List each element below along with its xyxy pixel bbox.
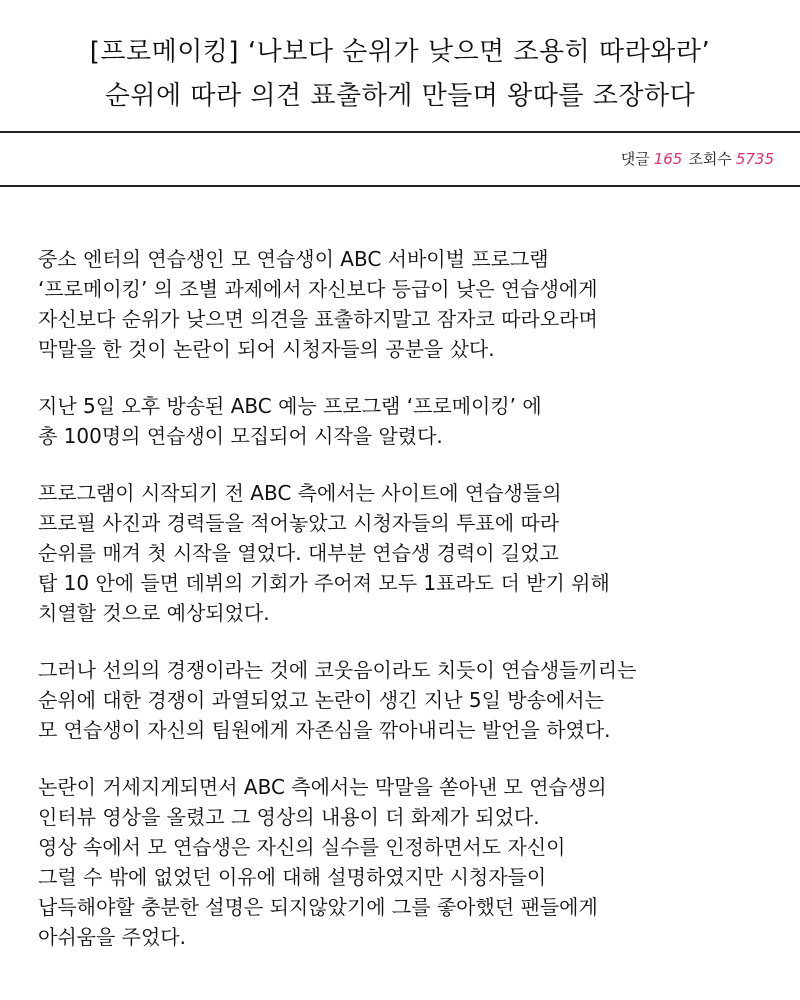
paragraph [38,244,778,364]
paragraph-line: 자신보다 순위가 낮으면 의견을 표출하지말고 잠자코 따라오라며 [38,307,598,331]
paragraph-line: 순위를 매겨 첫 시작을 열었다. 대부분 연습생 경력이 길었고 [38,541,559,565]
paragraph-line: 모 연습생이 자신의 팀원에게 자존심을 깎아내리는 발언을 하였다. [38,718,611,742]
paragraph [38,772,778,952]
title-line-1: [프로메이킹] ‘나보다 순위가 낮으면 조용히 따라와라’ [89,37,711,67]
paragraph [38,655,778,745]
title-line-2: 순위에 따라 의견 표출하게 만들며 왕따를 조장하다 [104,81,696,111]
paragraph-line: 총 100명의 연습생이 모집되어 시작을 알렸다. [38,424,443,448]
paragraph-line: 아쉬움을 주었다. [38,925,186,949]
title-divider [0,131,800,133]
paragraph-line: 인터뷰 영상을 올렸고 그 영상의 내용이 더 화제가 되었다. [38,805,540,829]
paragraph-line: 탑 10 안에 들면 데뷔의 기회가 주어져 모두 1표라도 더 받기 위해 [38,571,610,595]
paragraph-line: 중소 엔터의 연습생인 모 연습생이 ABC 서바이벌 프로그램 [38,247,549,271]
views-count: 5735 [735,150,774,168]
meta-divider [0,185,800,187]
paragraph-line: 논란이 거세지게되면서 ABC 측에서는 막말을 쏟아낸 모 연습생의 [38,775,607,799]
paragraph-line: 그러나 선의의 경쟁이라는 것에 코웃음이라도 치듯이 연습생들끼리는 [38,658,637,682]
paragraph-line: 영상 속에서 모 연습생은 자신의 실수를 인정하면서도 자신이 [38,835,566,859]
article-stats [621,148,774,170]
comments-count: 165 [653,150,683,168]
paragraph-line: 프로그램이 시작되기 전 ABC 측에서는 사이트에 연습생들의 [38,481,562,505]
paragraph-line: 막말을 한 것이 논란이 되어 시청자들의 공분을 샀다. [38,337,495,361]
article-body [38,244,778,979]
paragraph-line: 그럴 수 밖에 없었던 이유에 대해 설명하였지만 시청자들이 [38,865,547,889]
comments-label: 댓글 [620,150,650,168]
paragraph-line: ‘프로메이킹’ 의 조별 과제에서 자신보다 등급이 낮은 연습생에게 [38,277,598,301]
paragraph-line: 프로필 사진과 경력들을 적어놓았고 시청자들의 투표에 따라 [38,511,560,535]
views-label: 조회수 [688,150,732,168]
paragraph-line: 치열할 것으로 예상되었다. [38,601,270,625]
paragraph [38,478,778,628]
paragraph-line: 납득해야할 충분한 설명은 되지않았기에 그를 좋아했던 팬들에게 [38,895,598,919]
paragraph [38,391,778,451]
paragraph-line: 지난 5일 오후 방송된 ABC 예능 프로그램 ‘프로메이킹’ 에 [38,394,542,418]
article-title [0,30,800,118]
paragraph-line: 순위에 대한 경쟁이 과열되었고 논란이 생긴 지난 5일 방송에서는 [38,688,604,712]
